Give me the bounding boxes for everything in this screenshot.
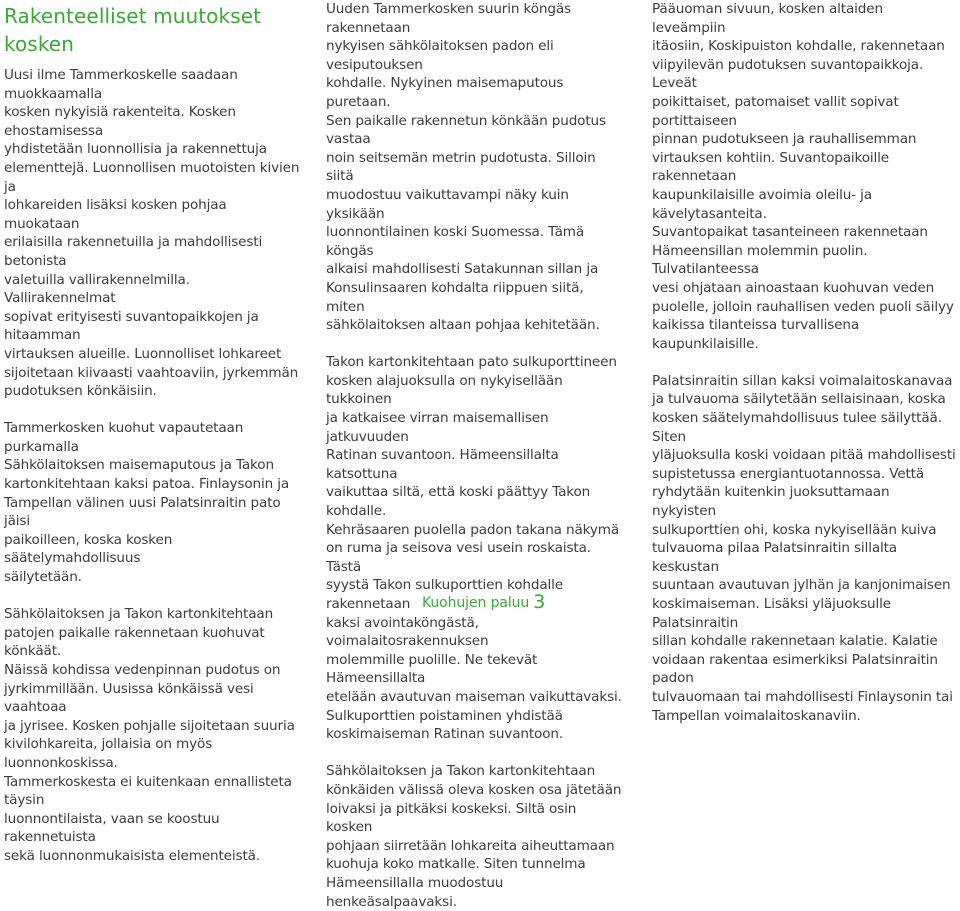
paragraph-dam-removal: Tammerkosken kuohut vapautetaan purkamalla Sähkölaitoksen maisemaputous ja Takon kartonkitehtaan kaksi patoa. Finlaysonin ja Tampellan välinen uusi Palatsinraitin pato jäisi paikoilleen, koska kosken säätelymahdollisuus säilytetään.	[4, 420, 290, 586]
column-3	[652, 0, 956, 725]
page-footer	[422, 590, 545, 612]
paragraph-calm-areas: Pääuoman sivuun, kosken altaiden leveämpiin itäosiin, Koskipuiston kohdalle, rakennetaan viipyilevän pudotuksen suvantopaikkoja. Leveät poikittaiset, patomaiset vallit sopivat portittaiseen pinnan pudotukseen ja rauhallisemman virtauksen kohtiin. Suvantopaikoille rakennetaan kaupunkilaisille avoimia oleilu- ja kävelytasanteita. Suvantopaikat tasanteineen rakennetaan Hämeensillan molemmin puolin. Tulvatilanteessa vesi ohjataan ainoastaan kuohuvan veden puolelle, jolloin rauhallisen veden puoli säilyy kaikissa tilanteissa turvallisena kaupunkilaisille.	[652, 1, 954, 352]
paragraph-intro: Uusi ilme Tammerkoskelle saadaan muokkaamalla kosken nykyisiä rakenteita. Kosken ehostamisessa yhdistetään luonnollisia ja rakennettuja elementtejä. Luonnollisen muotoisten kivien ja lohkareiden lisäksi kosken pohjaa muokataan erilaisilla rakennetuilla ja mahdollisesti betonista valetuilla vallirakennelmilla. Vallirakennelmat sopivat erityisesti suvantopaikkojen ja hitaamman virtauksen alueille. Luonnolliset lohkareet sijoitetaan kiivaasti vaahtoaviin, jyrkemmän pudotuksen könkäisiin.	[4, 67, 300, 400]
paragraph-tako-dam: Takon kartonkitehtaan pato sulkuporttineen kosken alajuoksulla on nykyisellään tukkoinen ja katkaisee virran maisemallisen jatkuvuuden Ratinan suvantoon. Hämeensillalta katsottuna vaikuttaa siltä, että koski päättyy Takon kohdalle. Kehräsaaren puolella padon takana näkymä on ruma ja seisova vesi usein roskaista. Tästä syystä Takon sulkuporttien kohdalle rakennetaan kaksi avointaköngästä, voimalaitosrakennuksen molemmille puolille. Ne tekevät Hämeensillalta etelään avautuvan maiseman vaikuttavaksi. Sulkuporttien poistaminen yhdistää koskimaiseman Ratinan suvantoon.	[326, 354, 622, 743]
paragraph-palatsinraitti: Palatsinraitin sillan kaksi voimalaitoskanavaa ja tulvauoma säilytetään sellaisinaan, koska kosken säätelymahdollisuus tulee säilyttää. Siten yläjuoksulla koski voidaan pitää mahdollisesti supistetussa energiantuotannossa. Vettä ryhdytään kuitenkin juoksuttamaan nykyisten sulkuporttien ohi, koska nykyisellään kuiva tulvauoma pilaa Palatsinraitin sillalta keskustan suuntaan avautuvan jylhän ja kanjonimaisen koskimaiseman. Lisäksi yläjuoksulle Palatsinraitin sillan kohdalle rakennetaan kalatie. Kalatie voidaan rakentaa esimerkiksi Palatsinraitin padon tulvauomaan tai mahdollisesti Finlaysonin tai Tampellan voimalaitoskanaviin.	[652, 372, 956, 724]
column-2	[326, 0, 626, 911]
footer-title: Kuohujen paluu	[422, 595, 530, 611]
paragraph-largest-rapid: Uuden Tammerkosken suurin köngäs rakennetaan nykyisen sähkölaitoksen padon eli vesiputouksen kohdalle. Nykyinen maisemaputous puretaan. Sen paikalle rakennetun könkään pudotus vastaa noin seitsemän metrin pudotusta. Silloin siitä muodostuu vaikuttavampi näky kuin yksikään luonnontilainen koski Suomessa. Tämä köngäs alkaisi mahdollisesti Satakunnan sillan ja Konsulinsaaren kohdalta riippuen siitä, miten sähkölaitoksen altaan pohjaa kehitetään.	[326, 1, 606, 334]
page-number: 3	[533, 591, 546, 613]
column-1	[4, 0, 304, 866]
paragraph-middle-section: Sähkölaitoksen ja Takon kartonkitehtaan könkäiden välissä oleva kosken osa jätetään loivaksi ja pitkäksi koskeksi. Siltä osin kosken pohjaan siirretään lohkareita aiheuttamaan kuohuja koko matkalle. Siten tunnelma Hämeensillalla muodostuu henkeäsalpaavaksi.	[326, 763, 622, 910]
article-title: Rakenteelliset muutokset kosken	[4, 4, 262, 56]
paragraph-rapids: Sähkölaitoksen ja Takon kartonkitehtaan patojen paikalle rakennetaan kuohuvat könkäät. Näissä kohdissa vedenpinnan pudotus on jyrkimmillään. Uusissa könkäissä vesi vaahtoaa ja jyrisee. Kosken pohjalle sijoitetaan suuria kivilohkareita, jollaisia on myös luonnonkoskissa. Tammerkoskesta ei kuitenkaan ennallisteta täysin luonnontilaista, vaan se koostuu rakennetuista sekä luonnonmukaisista elementeistä.	[4, 606, 295, 864]
